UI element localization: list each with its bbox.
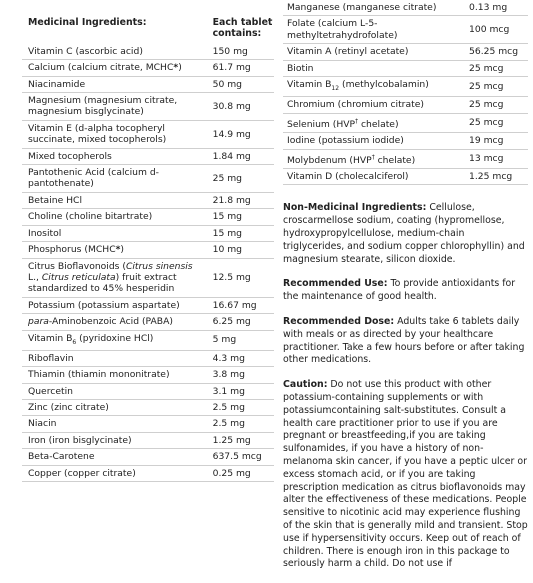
- ingredient-name: Vitamin C (ascorbic acid): [22, 44, 205, 60]
- ingredient-name: Beta-Carotene: [22, 449, 205, 465]
- ingredient-amount: 25 mcg: [463, 113, 528, 132]
- ingredient-row: [22, 297, 274, 313]
- recommended-use-label: Recommended Use:: [283, 278, 388, 290]
- ingredient-name: para-Aminobenzoic Acid (PABA): [22, 314, 205, 330]
- ingredient-row: [283, 97, 528, 113]
- recommended-dose-text: Adults take 6 tablets daily with meals or as directed by your healthcare practitioner. Take a few hours before or after taking other medications.: [283, 316, 525, 366]
- caution-section: [283, 379, 528, 571]
- ingredient-row: [22, 449, 274, 465]
- ingredient-row: [22, 399, 274, 415]
- ingredient-row: [283, 113, 528, 132]
- label-sections: [283, 202, 528, 571]
- ingredient-name: Iron (iron bisglycinate): [22, 432, 205, 448]
- ingredient-row: [283, 16, 528, 44]
- ingredient-amount: 50 mg: [205, 76, 274, 92]
- ingredient-amount: 16.67 mg: [205, 297, 274, 313]
- ingredient-row: [22, 93, 274, 121]
- ingredient-amount: 15 mg: [205, 209, 274, 225]
- ingredient-amount: 30.8 mg: [205, 93, 274, 121]
- ingredient-row: [22, 44, 274, 60]
- ingredient-amount: 1.25 mcg: [463, 169, 528, 185]
- ingredient-name: Vitamin $B_{12}$ (methylcobalamin): [283, 77, 463, 97]
- ingredient-amount: 0.13 mg: [463, 0, 528, 16]
- ingredient-amount: 21.8 mg: [205, 192, 274, 208]
- ingredient-name: Riboflavin: [22, 350, 205, 366]
- ingredient-row: [22, 242, 274, 258]
- ingredient-name: Calcium (calcium citrate, MCHC*): [22, 60, 205, 76]
- ingredient-row: [22, 148, 274, 164]
- ingredient-row: [22, 432, 274, 448]
- ingredient-amount: 0.25 mg: [205, 465, 274, 481]
- ingredient-amount: 2.5 mg: [205, 399, 274, 415]
- ingredient-name: Vitamin E (d-alpha tocopheryl succinate, mixed tocopherols): [22, 120, 205, 148]
- ingredient-row: [22, 165, 274, 193]
- ingredient-row: [283, 77, 528, 97]
- table-header-row: [22, 0, 274, 44]
- ingredient-row: [283, 169, 528, 185]
- ingredient-name: Copper (copper citrate): [22, 465, 205, 481]
- recommended-dose-section: [283, 316, 528, 367]
- right-column: [283, 0, 528, 583]
- ingredient-amount: 19 mcg: [463, 133, 528, 149]
- ingredient-amount: 13 mcg: [463, 149, 528, 168]
- ingredient-row: [22, 367, 274, 383]
- ingredient-amount: 25 mcg: [463, 77, 528, 97]
- ingredient-name: Zinc (zinc citrate): [22, 399, 205, 415]
- ingredient-amount: 1.84 mg: [205, 148, 274, 164]
- ingredient-row: [22, 225, 274, 241]
- ingredient-name: Iodine (potassium iodide): [283, 133, 463, 149]
- ingredients-heading: Medicinal Ingredients:: [28, 17, 147, 28]
- ingredients-table-left: [22, 0, 274, 482]
- recommended-use-text: To provide antioxidants for the maintenance of good health.: [283, 278, 516, 303]
- ingredient-row: [22, 416, 274, 432]
- ingredient-row: [283, 133, 528, 149]
- ingredient-name: Potassium (potassium aspartate): [22, 297, 205, 313]
- caution-label: Caution:: [283, 379, 328, 391]
- ingredient-row: [22, 60, 274, 76]
- ingredient-name: Vitamin D (cholecalciferol): [283, 169, 463, 185]
- ingredient-row: [283, 149, 528, 168]
- ingredient-name: Folate (calcium L-5-methyltetrahydrofolate): [283, 16, 463, 44]
- ingredient-row: [22, 330, 274, 350]
- ingredient-row: [22, 465, 274, 481]
- ingredient-row: [22, 314, 274, 330]
- ingredient-row: [22, 258, 274, 297]
- ingredient-amount: 12.5 mg: [205, 258, 274, 297]
- ingredient-amount: 61.7 mg: [205, 60, 274, 76]
- ingredient-amount: 6.25 mg: [205, 314, 274, 330]
- ingredient-name: Pantothenic Acid (calcium d-pantothenate): [22, 165, 205, 193]
- ingredient-amount: 15 mg: [205, 225, 274, 241]
- non-medicinal-section: [283, 202, 528, 266]
- ingredient-amount: 2.5 mg: [205, 416, 274, 432]
- ingredient-name: Vitamin $B_6$ (pyridoxine HCl): [22, 330, 205, 350]
- ingredient-name: Mixed tocopherols: [22, 148, 205, 164]
- ingredient-name: Molybdenum (HVP† chelate): [283, 149, 463, 168]
- ingredient-amount: 3.8 mg: [205, 367, 274, 383]
- ingredient-row: [283, 44, 528, 60]
- ingredient-amount: 100 mcg: [463, 16, 528, 44]
- ingredient-row: [283, 60, 528, 76]
- ingredient-name: Choline (choline bitartrate): [22, 209, 205, 225]
- ingredient-name: Phosphorus (MCHC*): [22, 242, 205, 258]
- ingredient-name: Niacinamide: [22, 76, 205, 92]
- ingredient-name: Vitamin A (retinyl acetate): [283, 44, 463, 60]
- ingredient-name: Chromium (chromium citrate): [283, 97, 463, 113]
- ingredient-amount: 56.25 mcg: [463, 44, 528, 60]
- ingredient-amount: 4.3 mg: [205, 350, 274, 366]
- ingredient-name: Quercetin: [22, 383, 205, 399]
- non-medicinal-label: Non-Medicinal Ingredients:: [283, 202, 427, 214]
- ingredient-row: [22, 383, 274, 399]
- ingredient-name: Thiamin (thiamin mononitrate): [22, 367, 205, 383]
- ingredient-row: [283, 0, 528, 16]
- ingredient-row: [22, 209, 274, 225]
- ingredients-table-right: [283, 0, 528, 185]
- ingredient-amount: 150 mg: [205, 44, 274, 60]
- ingredient-name: Citrus Bioflavonoids (Citrus sinensis L., Citrus reticulata) fruit extract standardized to 45% hesperidin: [22, 258, 205, 297]
- ingredient-name: Niacin: [22, 416, 205, 432]
- ingredient-amount: 10 mg: [205, 242, 274, 258]
- ingredient-amount: 5 mg: [205, 330, 274, 350]
- amount-heading: Each tablet contains:: [212, 17, 273, 40]
- ingredient-amount: 14.9 mg: [205, 120, 274, 148]
- ingredient-amount: 25 mg: [205, 165, 274, 193]
- ingredient-row: [22, 350, 274, 366]
- ingredient-amount: 3.1 mg: [205, 383, 274, 399]
- ingredient-row: [22, 192, 274, 208]
- caution-text: Do not use this product with other potassium-containing supplements or with potassiumcontaining salt-substitutes. Consult a health care practitioner prior to use if you are pregnant or breastfeeding,if you are taking sulfonamides, if you have a history of non-melanoma skin cancer, if you have a peptic ulcer or excess stomach acid, or if you are taking prescription medication as citrus bioflavonoids may alter the effectiveness of these medications. People sensitive to nicotinic acid may experience flushing of the skin that is generally mild and transient. Stop use if hypersensitivity occurs. Keep out of reach of children. There is enough iron in this package to seriously harm a child. Do not use if: [283, 379, 528, 570]
- left-column: [22, 0, 274, 482]
- ingredient-name: Magnesium (magnesium citrate, magnesium bisglycinate): [22, 93, 205, 121]
- ingredient-row: [22, 76, 274, 92]
- ingredient-name: Biotin: [283, 60, 463, 76]
- ingredient-row: [22, 120, 274, 148]
- recommended-use-section: [283, 278, 528, 304]
- non-medicinal-text: Cellulose, croscarmellose sodium, coating (hypromellose, hydroxypropylcellulose, medium-chain triglycerides, and sodium copper chlorophyllin) and magnesium stearate, silicon dioxide.: [283, 202, 525, 265]
- ingredient-amount: 25 mcg: [463, 97, 528, 113]
- ingredient-name: Inositol: [22, 225, 205, 241]
- ingredient-amount: 1.25 mg: [205, 432, 274, 448]
- ingredient-name: Betaine HCl: [22, 192, 205, 208]
- ingredient-amount: 637.5 mcg: [205, 449, 274, 465]
- ingredient-name: Selenium (HVP† chelate): [283, 113, 463, 132]
- ingredient-name: Manganese (manganese citrate): [283, 0, 463, 16]
- ingredient-amount: 25 mcg: [463, 60, 528, 76]
- recommended-dose-label: Recommended Dose:: [283, 316, 395, 327]
